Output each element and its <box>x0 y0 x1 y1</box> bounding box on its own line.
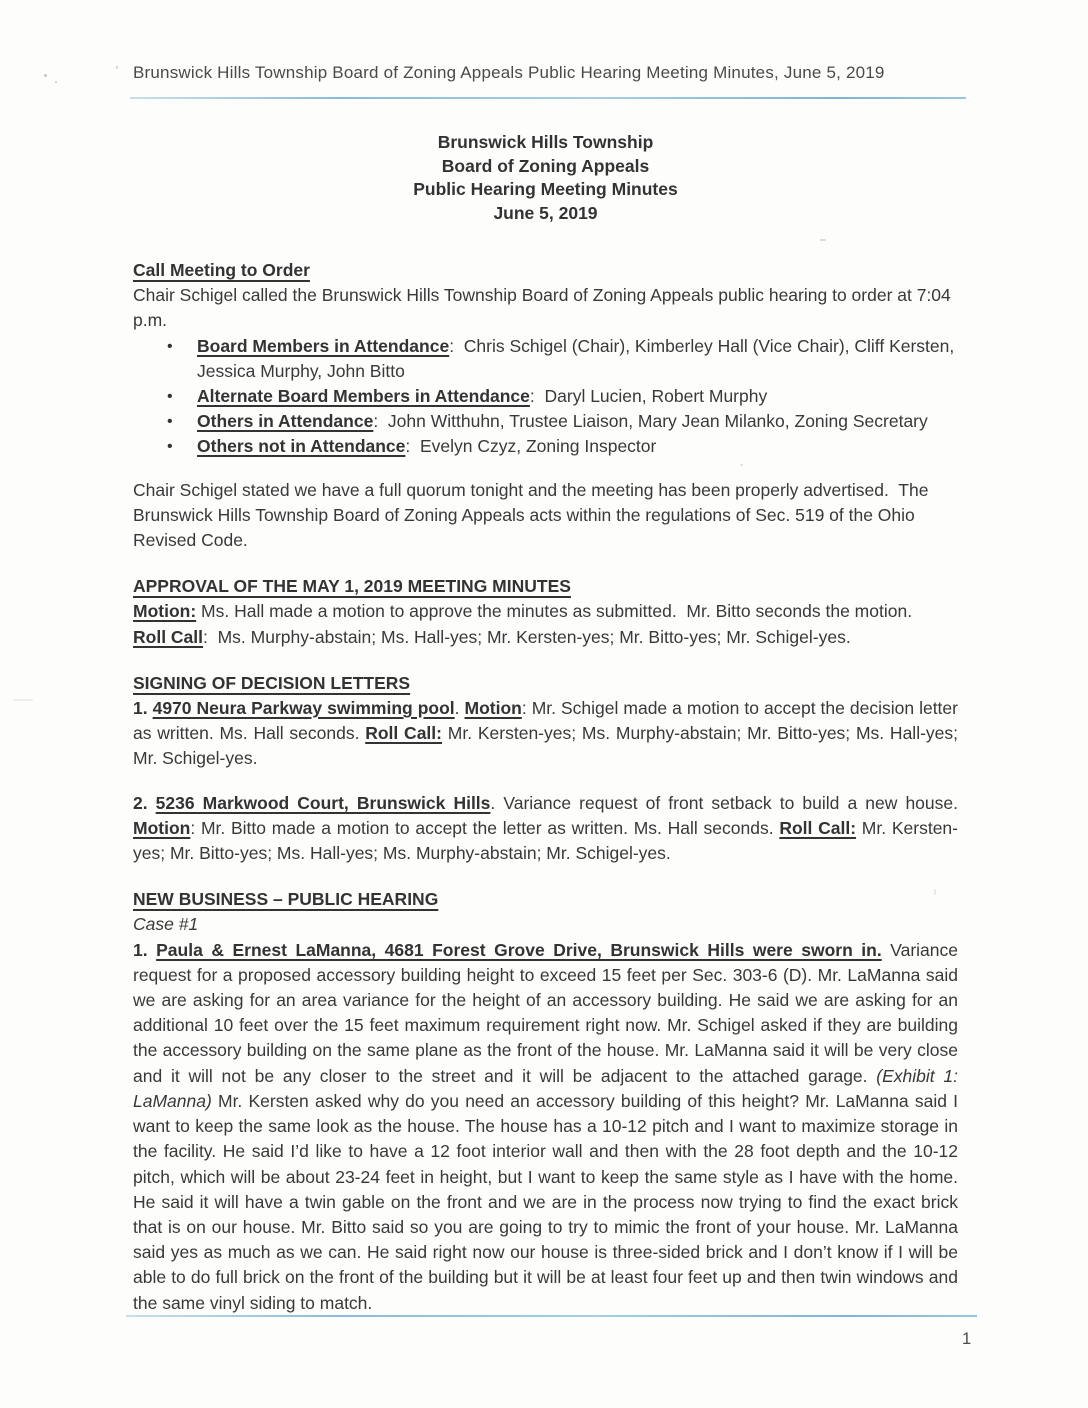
title-line-board: Board of Zoning Appeals <box>441 155 650 176</box>
document-body <box>133 131 958 1316</box>
motion-label: Motion <box>464 698 522 719</box>
paragraph-case-1 <box>133 938 958 1316</box>
running-header: Brunswick Hills Township Board of Zoning Appeals Public Hearing Meeting Minutes, June 5, 2019 <box>133 63 885 82</box>
bullet-label: Alternate Board Members in Attendance <box>197 386 530 407</box>
list-item-alternate-members <box>197 384 958 409</box>
item-number: 1. <box>133 939 157 960</box>
section-heading-signing: SIGNING OF DECISION LETTERS <box>133 672 411 693</box>
title-line-minutes: Public Hearing Meeting Minutes <box>413 179 678 199</box>
document-title-block <box>133 131 958 225</box>
bullet-label: Others in Attendance <box>197 411 374 432</box>
title-line-date: June 5, 2019 <box>493 202 598 223</box>
item-text: . Variance request of front setback to build a new house. <box>490 792 958 813</box>
motion-text: Ms. Hall made a motion to approve the minutes as submitted. Mr. Bitto seconds the motion. <box>196 601 913 622</box>
bullet-text: : Chris Schigel (Chair), Kimberley Hall (Vice Chair), Cliff Kersten, Jessica Murphy, John Bitto <box>197 335 960 381</box>
roll-call-label: Roll Call: <box>779 817 857 838</box>
motion-text: : Mr. Schigel made a motion to accept the decision letter as written. Ms. Hall seconds. <box>133 698 958 744</box>
roll-call-text: Mr. Kersten-yes; Ms. Murphy-abstain; Mr. Bitto-yes; Ms. Hall-yes; Mr. Schigel-yes. <box>133 723 958 769</box>
page-number: 1 <box>962 1330 972 1348</box>
roll-call-text: : Ms. Murphy-abstain; Ms. Hall-yes; Mr. Kersten-yes; Mr. Bitto-yes; Mr. Schigel-yes. <box>203 626 851 647</box>
list-item-others-in-attendance <box>197 409 958 434</box>
title-line-township: Brunswick Hills Township <box>437 132 654 152</box>
bullet-label: Board Members in Attendance <box>197 335 450 356</box>
case-label: Case #1 <box>133 914 199 935</box>
item-text: . <box>454 698 465 719</box>
scan-artifact <box>116 66 118 69</box>
roll-call-label: Roll Call: <box>365 723 442 744</box>
attendance-list <box>133 334 958 460</box>
roll-call-text: Mr. Kersten-yes; Mr. Bitto-yes; Ms. Hall-yes; Ms. Murphy-abstain; Mr. Schigel-yes. <box>133 817 958 864</box>
section-heading-call-to-order: Call Meeting to Order <box>133 260 310 280</box>
paragraph-signing-item-2 <box>133 791 958 867</box>
roll-call-label: Roll Call <box>133 626 204 647</box>
scan-artifact <box>13 699 33 701</box>
case-body-text: Variance request for a proposed accessory building height to exceed 15 feet per Sec. 303-6 (D). Mr. LaManna said we are asking for an area variance for the height of an accessory building. He said we are asking for an additional 10 feet over the 15 feet maximum requirement right now. Mr. Schigel asked if they are building the accessory building on the same plane as the front of the house. Mr. LaManna said it will be very close and it will not be any closer to the street and it will be adjacent to the attached garage. <box>133 939 958 1086</box>
case-body-text: Mr. Kersten asked why do you need an accessory building of this height? Mr. LaManna said I want to keep the same look as the house. The house has a 10-12 pitch and I want to maximize storage in the facility. He said I’d like to have a 12 foot interior wall and then with the 28 foot depth and the 10-12 pitch, which will be about 23-24 feet in height, but I want to keep the same style as I have with the home. He said it will have a twin gable on the front and we are in the process now trying to find the exact brick that is on our house. Mr. Bitto said so you are going to try to mimic the front of your house. Mr. LaManna said yes as much as we can. He said right now our house is three-sided brick and I don’t know if I will be able to do full brick on the front of the building but it will be at least four feet up and then twin windows and the same vinyl siding to match. <box>133 1090 958 1313</box>
motion-label: Motion: <box>133 601 197 622</box>
header-rule <box>130 97 966 99</box>
footer-rule <box>126 1315 977 1317</box>
paragraph-call-intro: Chair Schigel called the Brunswick Hills Township Board of Zoning Appeals public hearing to order at 7:04 p.m. <box>133 285 956 331</box>
motion-label: Motion <box>133 817 191 838</box>
list-item-others-not-in-attendance <box>197 434 958 459</box>
item-number: 1. <box>133 698 153 719</box>
section-heading-approval: APPROVAL OF THE MAY 1, 2019 MEETING MINUTES <box>133 576 571 597</box>
exhibit-note: (Exhibit 1: LaManna) <box>133 1065 958 1111</box>
paragraph-signing-item-1 <box>133 696 958 772</box>
item-title: 5236 Markwood Court, Brunswick Hills <box>155 792 491 813</box>
item-title: Paula & Ernest LaManna, 4681 Forest Grove Drive, Brunswick Hills were sworn in. <box>156 939 882 960</box>
scan-artifact <box>44 74 47 77</box>
bullet-text: : John Witthuhn, Trustee Liaison, Mary Jean Milanko, Zoning Secretary <box>373 411 928 432</box>
section-heading-new-business: NEW BUSINESS – PUBLIC HEARING <box>133 889 439 910</box>
list-item-board-members <box>197 334 958 384</box>
item-number: 2. <box>133 792 156 813</box>
motion-text: : Mr. Bitto made a motion to accept the letter as written. Ms. Hall seconds. <box>190 817 780 838</box>
bullet-label: Others not in Attendance <box>197 436 406 457</box>
paragraph-approval-roll-call <box>133 625 958 650</box>
bullet-text: : Evelyn Czyz, Zoning Inspector <box>405 436 657 457</box>
paragraph-approval-motion <box>133 599 958 624</box>
scan-artifact <box>55 81 57 83</box>
item-title: 4970 Neura Parkway swimming pool <box>152 698 455 719</box>
paragraph-quorum: Chair Schigel stated we have a full quorum tonight and the meeting has been properly advertised. The Brunswick Hills Township Board of Zoning Appeals acts within the regulations of Sec. 519 of the Ohio Revised Code. <box>133 479 934 551</box>
bullet-text: : Daryl Lucien, Robert Murphy <box>529 386 768 407</box>
